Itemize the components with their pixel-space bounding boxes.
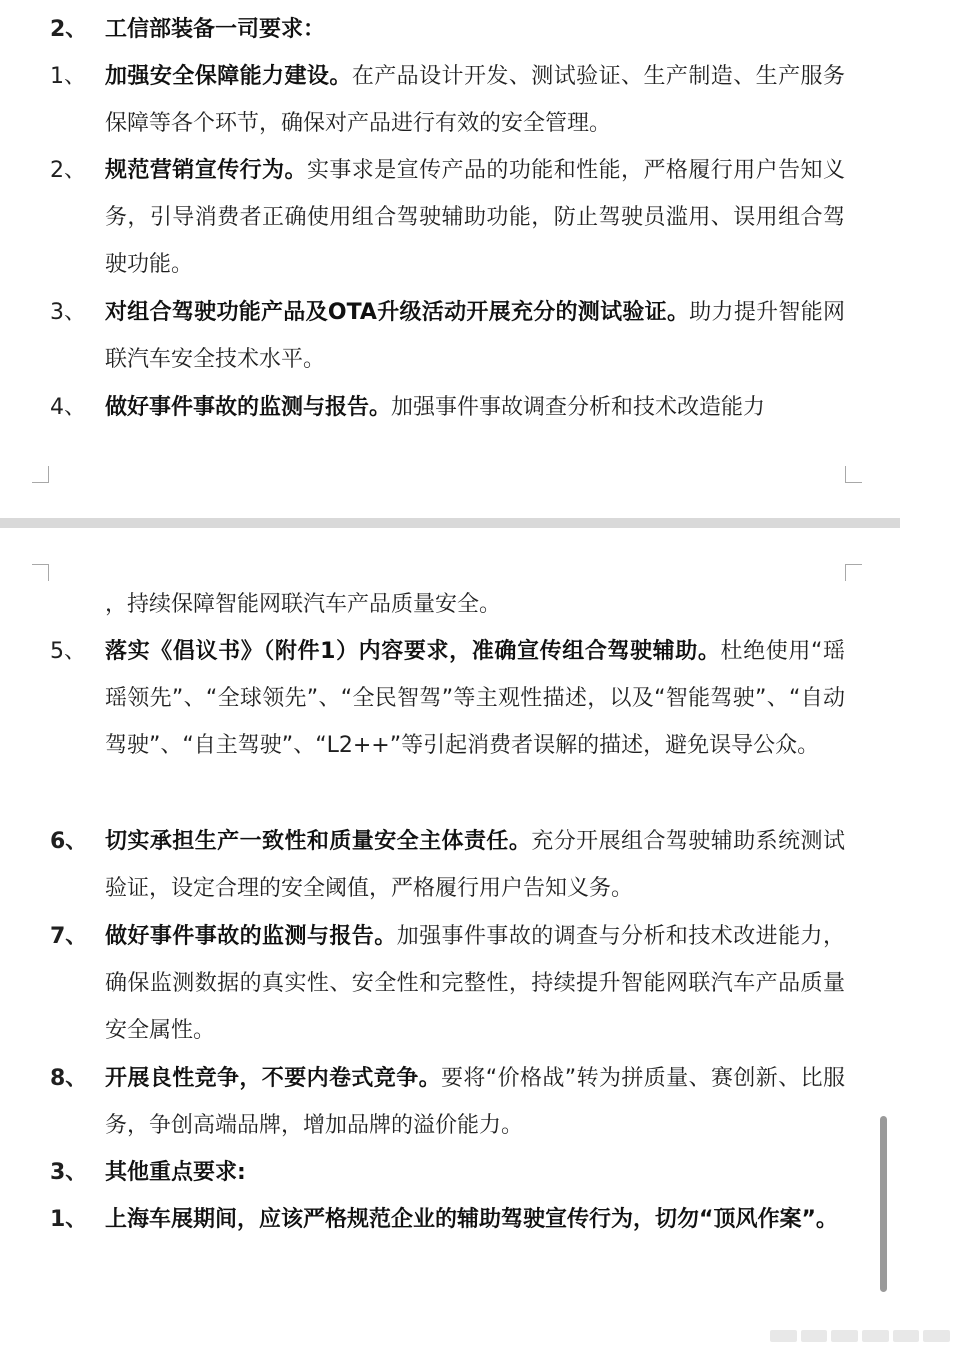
- watermark: [770, 1330, 950, 1346]
- page-separator: [0, 518, 900, 528]
- section-number: 2、: [50, 17, 88, 42]
- item-heading: 开展良性竞争，不要内卷式竞争。: [105, 1066, 441, 1091]
- item-number: 8、: [50, 1066, 88, 1091]
- page-corner-mark: [845, 466, 862, 483]
- item-body: 实事求是宣传产品的功能和性能，严格履行用户告知义务，引导消费者正确使用组合驾驶辅助功能，防止驾驶员滥用、误用组合驾驶功能。: [105, 158, 845, 277]
- item-heading: 切实承担生产一致性和质量安全主体责任。: [105, 829, 532, 854]
- item-heading: 对组合驾驶功能产品及OTA升级活动开展充分的测试验证。: [105, 300, 690, 325]
- item-number: 4、: [50, 395, 86, 420]
- section-title: 其他重点要求:: [105, 1160, 246, 1185]
- item-number: 1、: [50, 64, 86, 89]
- section-number: 3、: [50, 1160, 88, 1185]
- item-body: 充分开展组合驾驶辅助系统测试验证，设定合理的安全阈值，严格履行用户告知义务。: [105, 829, 845, 901]
- item-number: 5、: [50, 639, 86, 664]
- item-body: 加强事件事故的调查与分析和技术改进能力，确保监测数据的真实性、安全性和完整性，持续提升智能网联汽车产品质量安全属性。: [105, 924, 845, 1043]
- item-number: 6、: [50, 829, 88, 854]
- item-number: 3、: [50, 300, 86, 325]
- item-heading: 规范营销宣传行为。: [105, 158, 307, 183]
- vertical-scrollbar[interactable]: [880, 1116, 887, 1292]
- section-title: 工信部装备一司要求：: [105, 17, 326, 42]
- page-corner-mark: [845, 564, 862, 581]
- item-body: 要将“价格战”转为拼质量、赛创新、比服务，争创高端品牌，增加品牌的溢价能力。: [105, 1066, 845, 1138]
- item-heading: 落实《倡议书》（附件1）内容要求，准确宣传组合驾驶辅助。: [105, 639, 721, 664]
- item-number: 7、: [50, 924, 88, 949]
- item-number: 1、: [50, 1207, 88, 1232]
- item-heading: 做好事件事故的监测与报告。: [105, 395, 392, 420]
- item-body: 杜绝使用“瑶瑶领先”、“全球领先”、“全民智驾”等主观性描述，以及“智能驾驶”、“自动驾驶”、“自主驾驶”、“L2++”等引起消费者误解的描述，避免误导公众。: [105, 639, 846, 758]
- page-corner-mark: [32, 466, 49, 483]
- item-body: 加强事件事故调查分析和技术改造能力: [391, 395, 766, 420]
- item-number: 2、: [50, 158, 86, 183]
- item-heading: 加强安全保障能力建设。: [105, 64, 352, 89]
- item-heading: 上海车展期间，应该严格规范企业的辅助驾驶宣传行为，切勿“顶风作案”。: [105, 1207, 838, 1232]
- item-heading: 做好事件事故的监测与报告。: [105, 924, 397, 949]
- item-body: 助力提升智能网联汽车安全技术水平。: [105, 300, 845, 372]
- page-corner-mark: [32, 564, 49, 581]
- item-body: 在产品设计开发、测试验证、生产制造、生产服务保障等各个环节，确保对产品进行有效的安全管理。: [105, 64, 845, 136]
- continuation-text: ，持续保障智能网联汽车产品质量安全。: [105, 592, 502, 617]
